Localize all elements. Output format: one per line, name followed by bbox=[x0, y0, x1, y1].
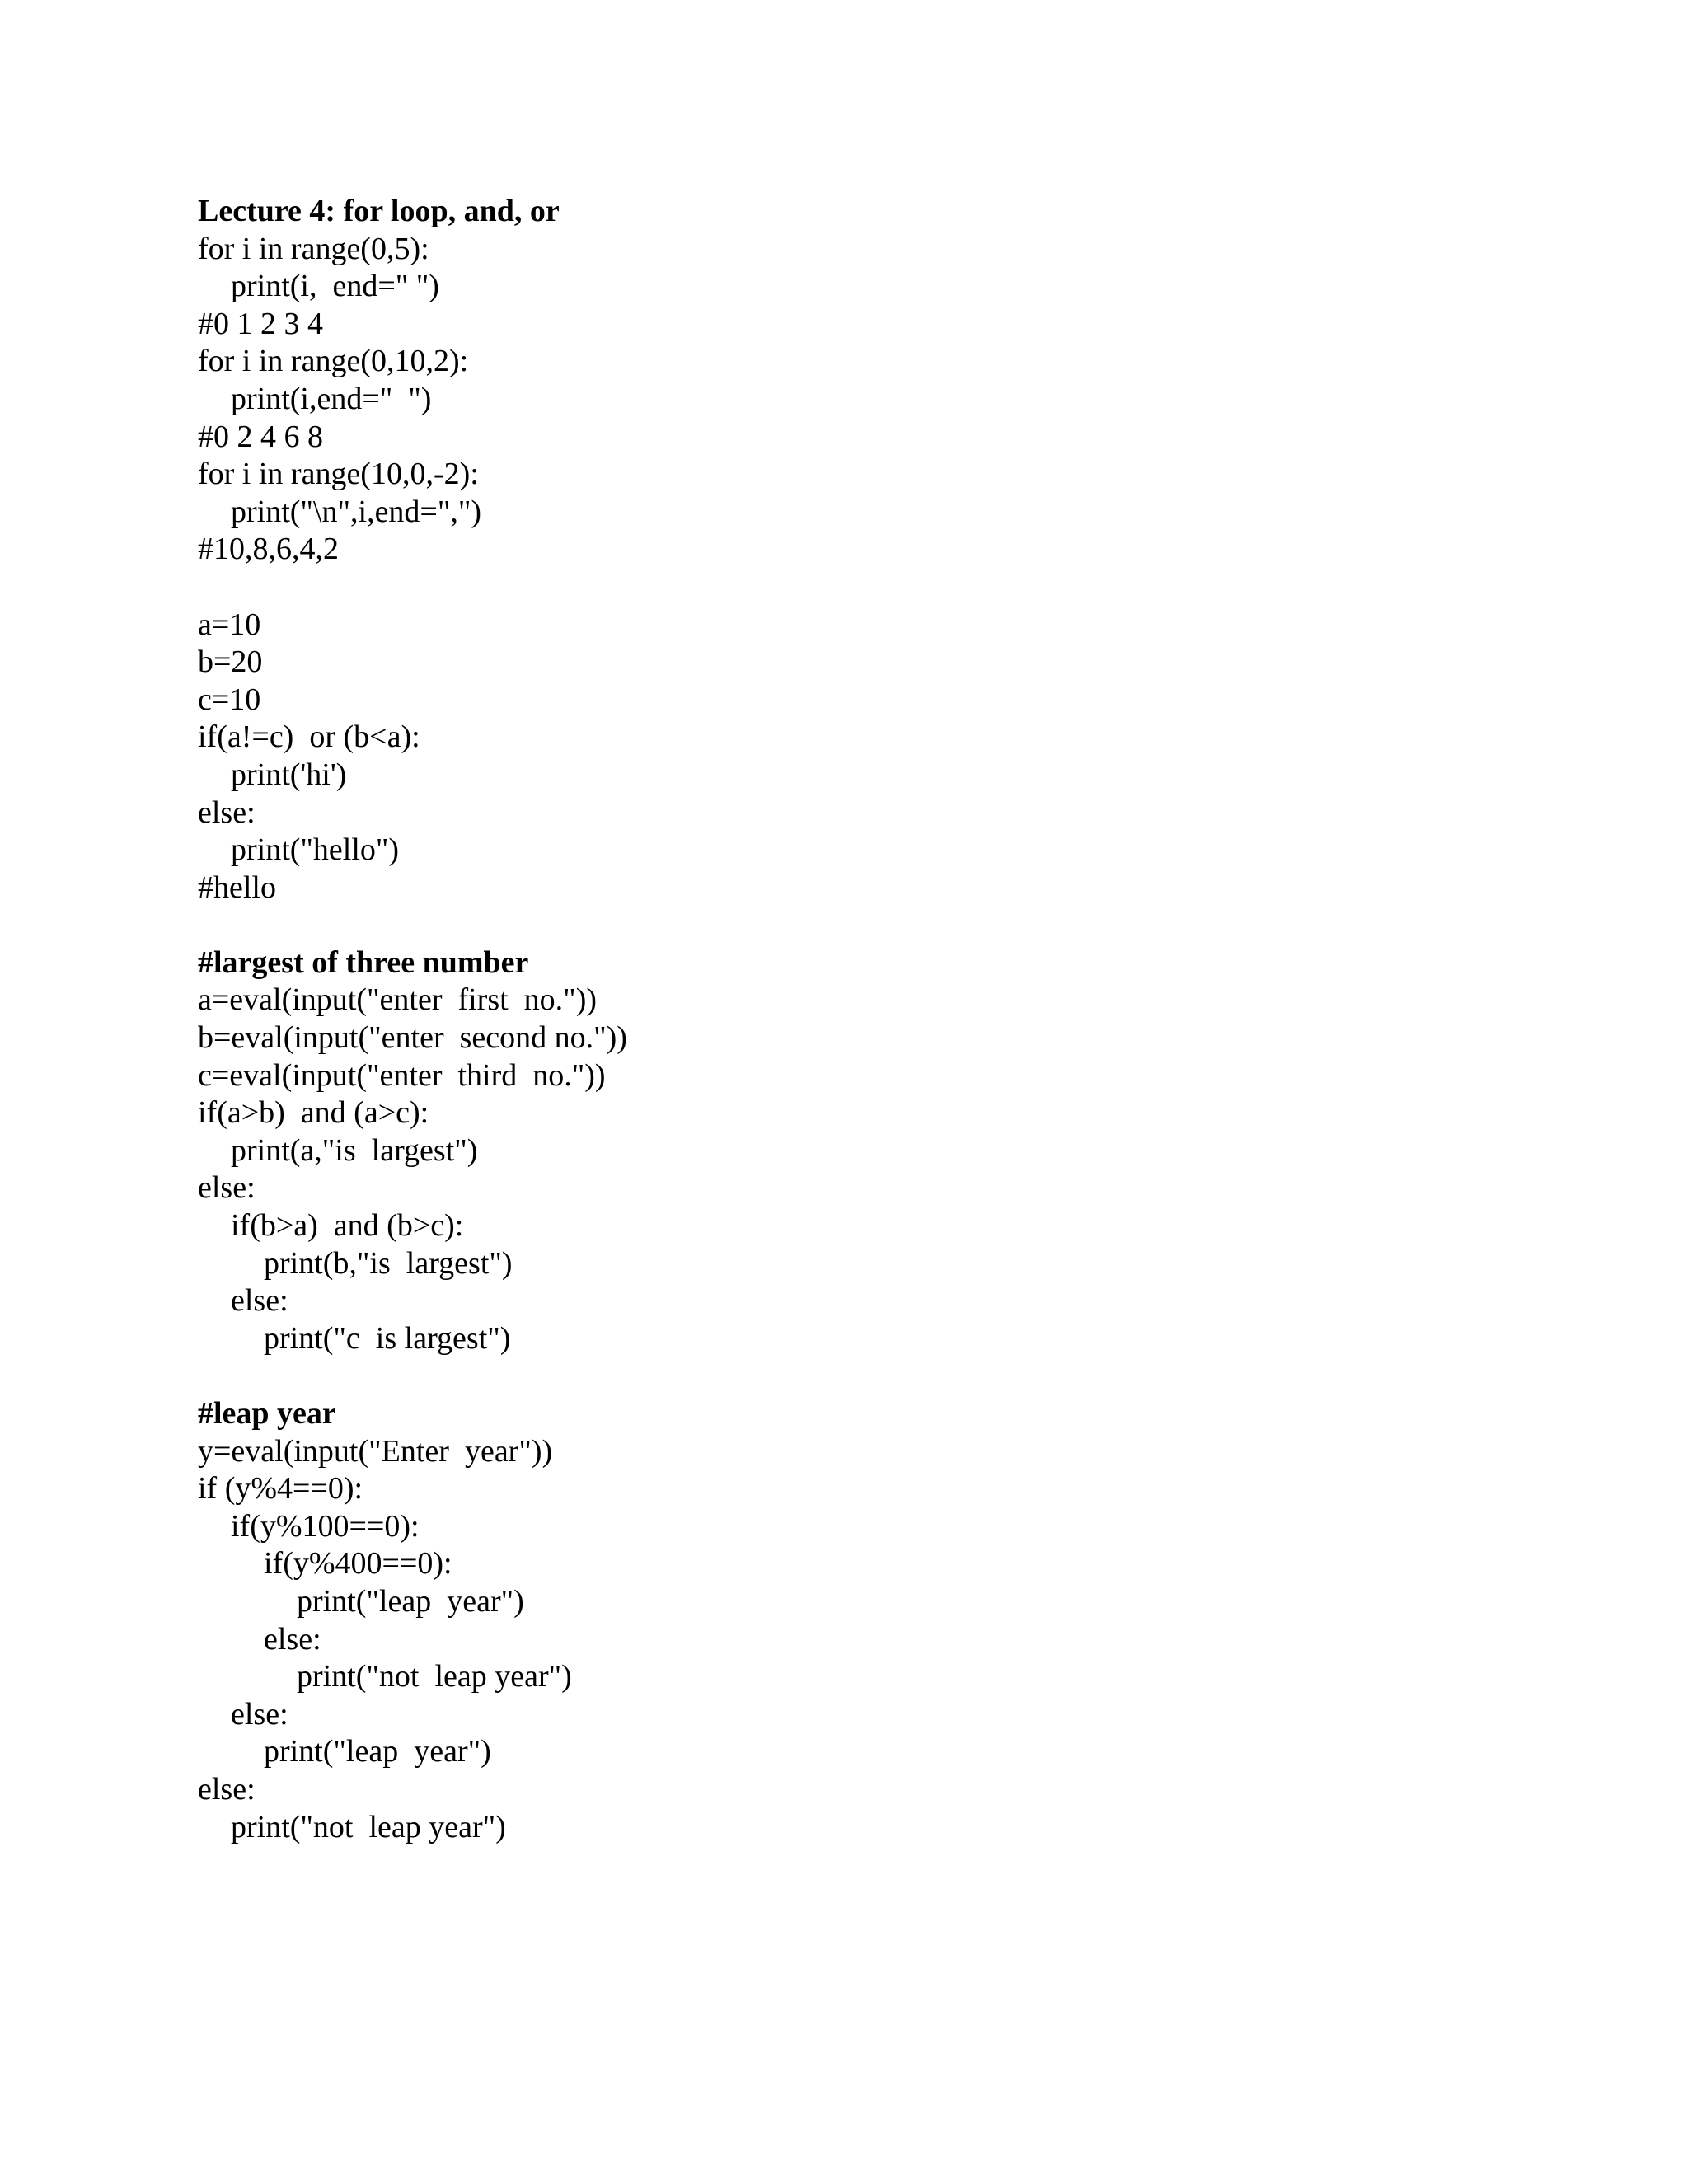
code-line: if(a!=c) or (b<a): bbox=[198, 719, 420, 755]
code-line: print(a,"is largest") bbox=[231, 1132, 478, 1168]
code-line: print("leap year") bbox=[297, 1583, 524, 1619]
section-heading: #largest of three number bbox=[198, 944, 529, 980]
code-line: print("leap year") bbox=[264, 1734, 491, 1769]
code-line: #0 1 2 3 4 bbox=[198, 306, 323, 341]
code-line: else: bbox=[264, 1621, 321, 1657]
blank-line bbox=[198, 907, 1599, 944]
code-line: a=10 bbox=[198, 607, 261, 642]
code-line: if(y%400==0): bbox=[264, 1546, 452, 1582]
code-line: print("not leap year") bbox=[231, 1809, 506, 1844]
code-line: c=eval(input("enter third no.")) bbox=[198, 1057, 606, 1093]
document-body bbox=[198, 193, 1599, 1846]
blank-line bbox=[198, 1357, 1599, 1395]
code-line: print(i,end=" ") bbox=[231, 381, 432, 416]
code-line: print("not leap year") bbox=[297, 1659, 572, 1694]
code-line: for i in range(0,5): bbox=[198, 231, 429, 266]
code-line: else: bbox=[198, 794, 256, 830]
page-title: Lecture 4: for loop, and, or bbox=[198, 194, 560, 228]
code-line: b=20 bbox=[198, 644, 263, 680]
code-line: if (y%4==0): bbox=[198, 1471, 363, 1507]
code-line: a=eval(input("enter first no.")) bbox=[198, 982, 597, 1018]
code-line: print("hello") bbox=[231, 832, 400, 868]
code-line: else: bbox=[231, 1283, 288, 1319]
code-line: b=eval(input("enter second no.")) bbox=[198, 1020, 627, 1056]
code-line: print("\n",i,end=",") bbox=[231, 494, 482, 529]
code-line: else: bbox=[231, 1696, 288, 1732]
code-line: #hello bbox=[198, 869, 276, 905]
code-line: print(b,"is largest") bbox=[264, 1245, 513, 1281]
code-line: print(i, end=" ") bbox=[231, 269, 439, 304]
code-line: print("c is largest") bbox=[264, 1320, 511, 1356]
code-line: y=eval(input("Enter year")) bbox=[198, 1433, 553, 1469]
code-line: #0 2 4 6 8 bbox=[198, 419, 323, 454]
code-line: if(a>b) and (a>c): bbox=[198, 1095, 429, 1131]
blank-line bbox=[198, 569, 1599, 607]
code-line: #10,8,6,4,2 bbox=[198, 532, 339, 567]
code-line: for i in range(0,10,2): bbox=[198, 344, 469, 379]
code-line: else: bbox=[198, 1771, 256, 1807]
section-heading: #leap year bbox=[198, 1396, 336, 1431]
code-line: for i in range(10,0,-2): bbox=[198, 457, 479, 492]
code-line: if(y%100==0): bbox=[231, 1508, 420, 1544]
code-line: else: bbox=[198, 1170, 256, 1206]
code-line: c=10 bbox=[198, 682, 261, 717]
code-line: print('hi') bbox=[231, 757, 347, 792]
code-line: if(b>a) and (b>c): bbox=[231, 1208, 464, 1244]
